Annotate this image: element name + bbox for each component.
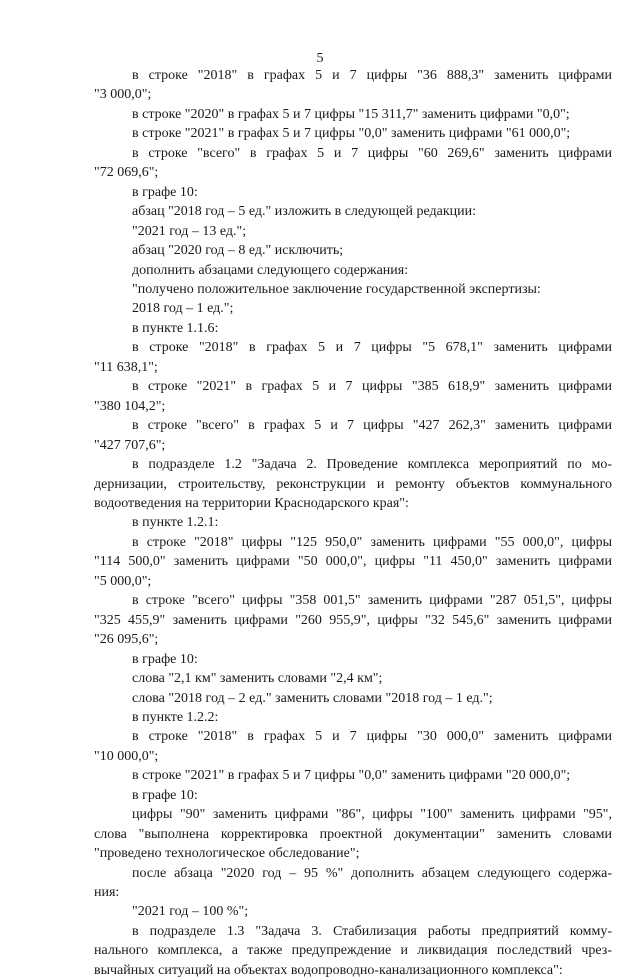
text-line: в строке "всего" в графах 5 и 7 цифры "60 269,6" заменить цифрами bbox=[132, 145, 612, 161]
text-line: "114 500,0" заменить цифрами "50 000,0", цифры "11 450,0" заменить цифрами bbox=[94, 554, 612, 570]
text-line: в подразделе 1.3 "Задача 3. Стабилизация работы предприятий комму- bbox=[132, 923, 612, 939]
text-line: в строке "2018" в графах 5 и 7 цифры "30 000,0" заменить цифрами bbox=[132, 729, 612, 745]
text-line: "3 000,0"; bbox=[94, 87, 152, 103]
text-line: вычайных ситуаций на объектах водопроводно-канализационного комплекса": bbox=[94, 962, 563, 978]
text-line: "26 095,6"; bbox=[94, 632, 159, 648]
text-line: в графе 10: bbox=[132, 787, 198, 803]
text-line: слова "2,1 км" заменить словами "2,4 км"; bbox=[132, 671, 383, 687]
text-line: дернизации, строительству, реконструкции и ремонту объектов коммунального bbox=[94, 476, 612, 492]
text-line: цифры "90" заменить цифрами "86", цифры "100" заменить цифрами "95", bbox=[132, 807, 612, 823]
text-line: в пункте 1.1.6: bbox=[132, 320, 219, 336]
text-line: в пункте 1.2.1: bbox=[132, 515, 219, 531]
text-line: абзац "2020 год – 8 ед." исключить; bbox=[132, 243, 344, 259]
text-line: "получено положительное заключение государственной экспертизы: bbox=[132, 281, 541, 297]
text-line: водоотведения на территории Краснодарского края": bbox=[94, 495, 409, 511]
text-line: 2018 год – 1 ед."; bbox=[132, 301, 234, 317]
text-line: "380 104,2"; bbox=[94, 398, 166, 414]
text-line: нального комплекса, а также предупреждение и ликвидация последствий чрез- bbox=[94, 943, 612, 959]
text-line: в строке "2018" цифры "125 950,0" заменить цифрами "55 000,0", цифры bbox=[132, 534, 612, 550]
text-line: слова "2018 год – 2 ед." заменить словами "2018 год – 1 ед."; bbox=[132, 690, 493, 706]
text-line: "2021 год – 100 %"; bbox=[132, 904, 249, 920]
text-line: в графе 10: bbox=[132, 184, 198, 200]
text-line: "11 638,1"; bbox=[94, 359, 158, 375]
text-line: в строке "2018" в графах 5 и 7 цифры "5 678,1" заменить цифрами bbox=[132, 340, 612, 356]
text-line: слова "выполнена корректировка проектной документации" заменить словами bbox=[94, 826, 612, 842]
text-line: дополнить абзацами следующего содержания: bbox=[132, 262, 409, 278]
text-line: в строке "всего" цифры "358 001,5" заменить цифрами "287 051,5", цифры bbox=[132, 593, 612, 609]
text-line: "325 455,9" заменить цифрами "260 955,9", цифры "32 545,6" заменить цифрами bbox=[94, 612, 612, 628]
text-line: в подразделе 1.2 "Задача 2. Проведение комплекса мероприятий по мо- bbox=[132, 457, 612, 473]
text-line: "427 707,6"; bbox=[94, 437, 166, 453]
text-line: в графе 10: bbox=[132, 651, 198, 667]
document-body bbox=[94, 66, 612, 980]
text-line: в строке "2021" в графах 5 и 7 цифры "0,0" заменить цифрами "20 000,0"; bbox=[132, 768, 571, 784]
text-line: в строке "2021" в графах 5 и 7 цифры "0,0" заменить цифрами "61 000,0"; bbox=[132, 126, 571, 142]
text-line: абзац "2018 год – 5 ед." изложить в следующей редакции: bbox=[132, 204, 477, 220]
text-line: в пункте 1.2.2: bbox=[132, 709, 219, 725]
text-line: "5 000,0"; bbox=[94, 573, 152, 589]
page-number: 5 bbox=[316, 51, 324, 66]
text-line: в строке "всего" в графах 5 и 7 цифры "427 262,3" заменить цифрами bbox=[132, 418, 612, 434]
text-line: в строке "2021" в графах 5 и 7 цифры "385 618,9" заменить цифрами bbox=[132, 379, 612, 395]
text-line: ния: bbox=[94, 885, 120, 901]
text-line: после абзаца "2020 год – 95 %" дополнить абзацем следующего содержа- bbox=[132, 865, 612, 881]
text-line: "проведено технологическое обследование"; bbox=[94, 846, 360, 862]
text-line: "72 069,6"; bbox=[94, 165, 159, 181]
text-line: в строке "2020" в графах 5 и 7 цифры "15 311,7" заменить цифрами "0,0"; bbox=[132, 106, 570, 122]
text-line: "10 000,0"; bbox=[94, 748, 159, 764]
text-line: в строке "2018" в графах 5 и 7 цифры "36 888,3" заменить цифрами bbox=[132, 68, 612, 83]
text-line: "2021 год – 13 ед."; bbox=[132, 223, 247, 239]
